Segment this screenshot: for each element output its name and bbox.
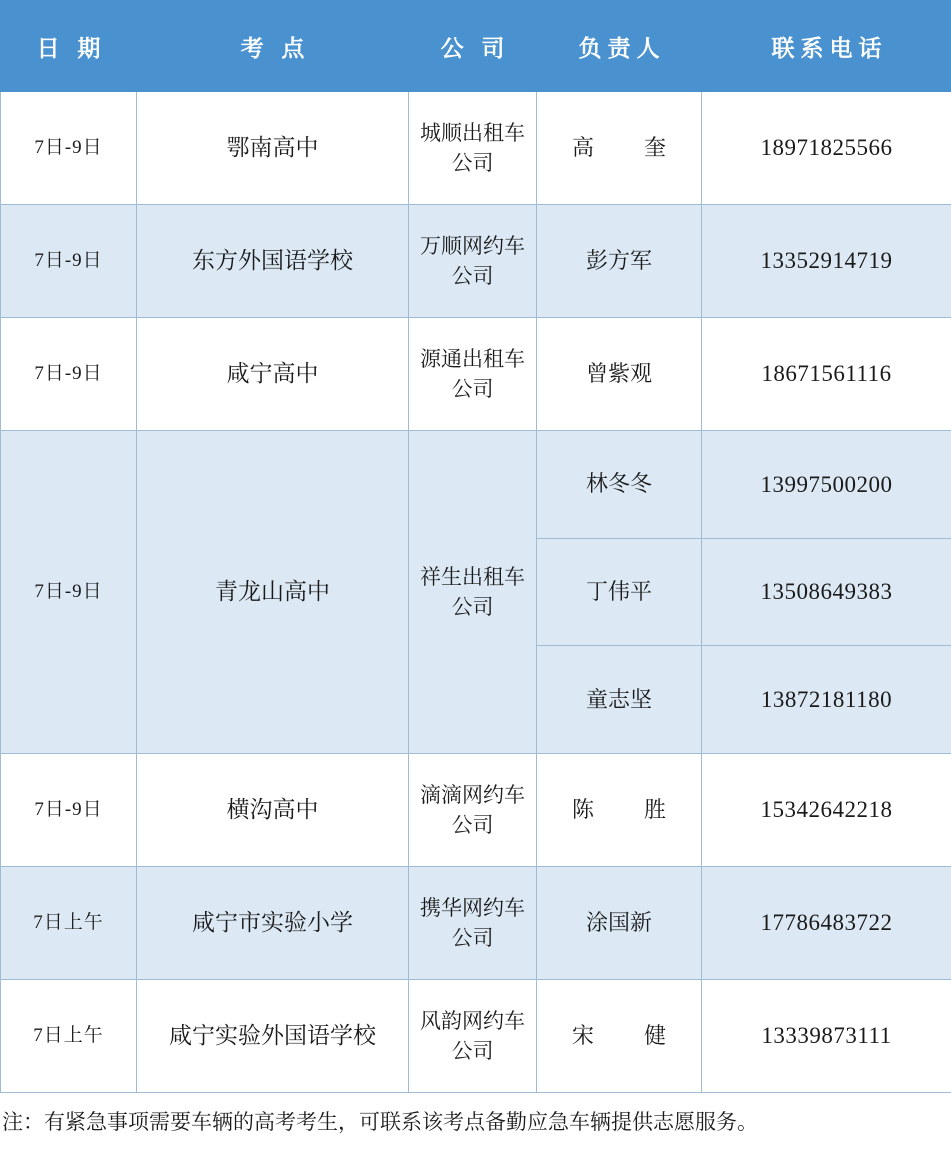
cell-date: 7日上午 — [1, 867, 137, 980]
cell-person: 丁伟平 — [537, 538, 702, 646]
cell-date: 7日-9日 — [1, 205, 137, 318]
table-header — [1, 1, 951, 92]
cell-company: 源通出租车公司 — [409, 318, 537, 431]
cell-date: 7日-9日 — [1, 754, 137, 867]
cell-company: 风韵网约车公司 — [409, 980, 537, 1093]
cell-company: 万顺网约车公司 — [409, 205, 537, 318]
cell-date: 7日-9日 — [1, 318, 137, 431]
cell-phone: 13508649383 — [702, 538, 951, 646]
cell-phone: 18971825566 — [702, 92, 951, 205]
cell-site: 鄂南高中 — [137, 92, 409, 205]
person-name: 高 奎 — [558, 133, 680, 163]
table-row — [1, 431, 951, 539]
cell-person: 涂国新 — [537, 867, 702, 980]
cell-site: 东方外国语学校 — [137, 205, 409, 318]
cell-phone: 13339873111 — [702, 980, 951, 1093]
cell-company: 携华网约车公司 — [409, 867, 537, 980]
cell-site: 横沟高中 — [137, 754, 409, 867]
cell-date: 7日-9日 — [1, 92, 137, 205]
column-header-company: 公 司 — [409, 1, 537, 92]
cell-person: 曾紫观 — [537, 318, 702, 431]
cell-phone: 13872181180 — [702, 646, 951, 754]
cell-date: 7日上午 — [1, 980, 137, 1093]
cell-person: 林冬冬 — [537, 431, 702, 539]
table-row — [1, 867, 951, 980]
column-header-phone: 联系电话 — [702, 1, 951, 92]
person-name: 陈 胜 — [558, 795, 680, 825]
cell-site: 咸宁市实验小学 — [137, 867, 409, 980]
cell-person — [537, 754, 702, 867]
cell-person: 彭方军 — [537, 205, 702, 318]
table-row — [1, 980, 951, 1093]
cell-phone: 13997500200 — [702, 431, 951, 539]
table-row — [1, 92, 951, 205]
cell-person — [537, 92, 702, 205]
cell-phone: 13352914719 — [702, 205, 951, 318]
cell-site: 青龙山高中 — [137, 431, 409, 754]
column-header-site: 考 点 — [137, 1, 409, 92]
table-footnote: 注：有紧急事项需要车辆的高考考生，可联系该考点备勤应急车辆提供志愿服务。 — [0, 1093, 951, 1149]
cell-company: 滴滴网约车公司 — [409, 754, 537, 867]
cell-company: 城顺出租车公司 — [409, 92, 537, 205]
cell-date: 7日-9日 — [1, 431, 137, 754]
cell-phone: 15342642218 — [702, 754, 951, 867]
cell-site: 咸宁高中 — [137, 318, 409, 431]
cell-person: 童志坚 — [537, 646, 702, 754]
table-body — [1, 92, 951, 1093]
person-name: 宋 健 — [558, 1021, 680, 1051]
table-row — [1, 205, 951, 318]
cell-person — [537, 980, 702, 1093]
table-row — [1, 318, 951, 431]
cell-company: 祥生出租车公司 — [409, 431, 537, 754]
table-row — [1, 754, 951, 867]
column-header-date: 日 期 — [1, 1, 137, 92]
column-header-person: 负责人 — [537, 1, 702, 92]
cell-site: 咸宁实验外国语学校 — [137, 980, 409, 1093]
cell-phone: 17786483722 — [702, 867, 951, 980]
cell-phone: 18671561116 — [702, 318, 951, 431]
table-header-row — [1, 1, 951, 92]
